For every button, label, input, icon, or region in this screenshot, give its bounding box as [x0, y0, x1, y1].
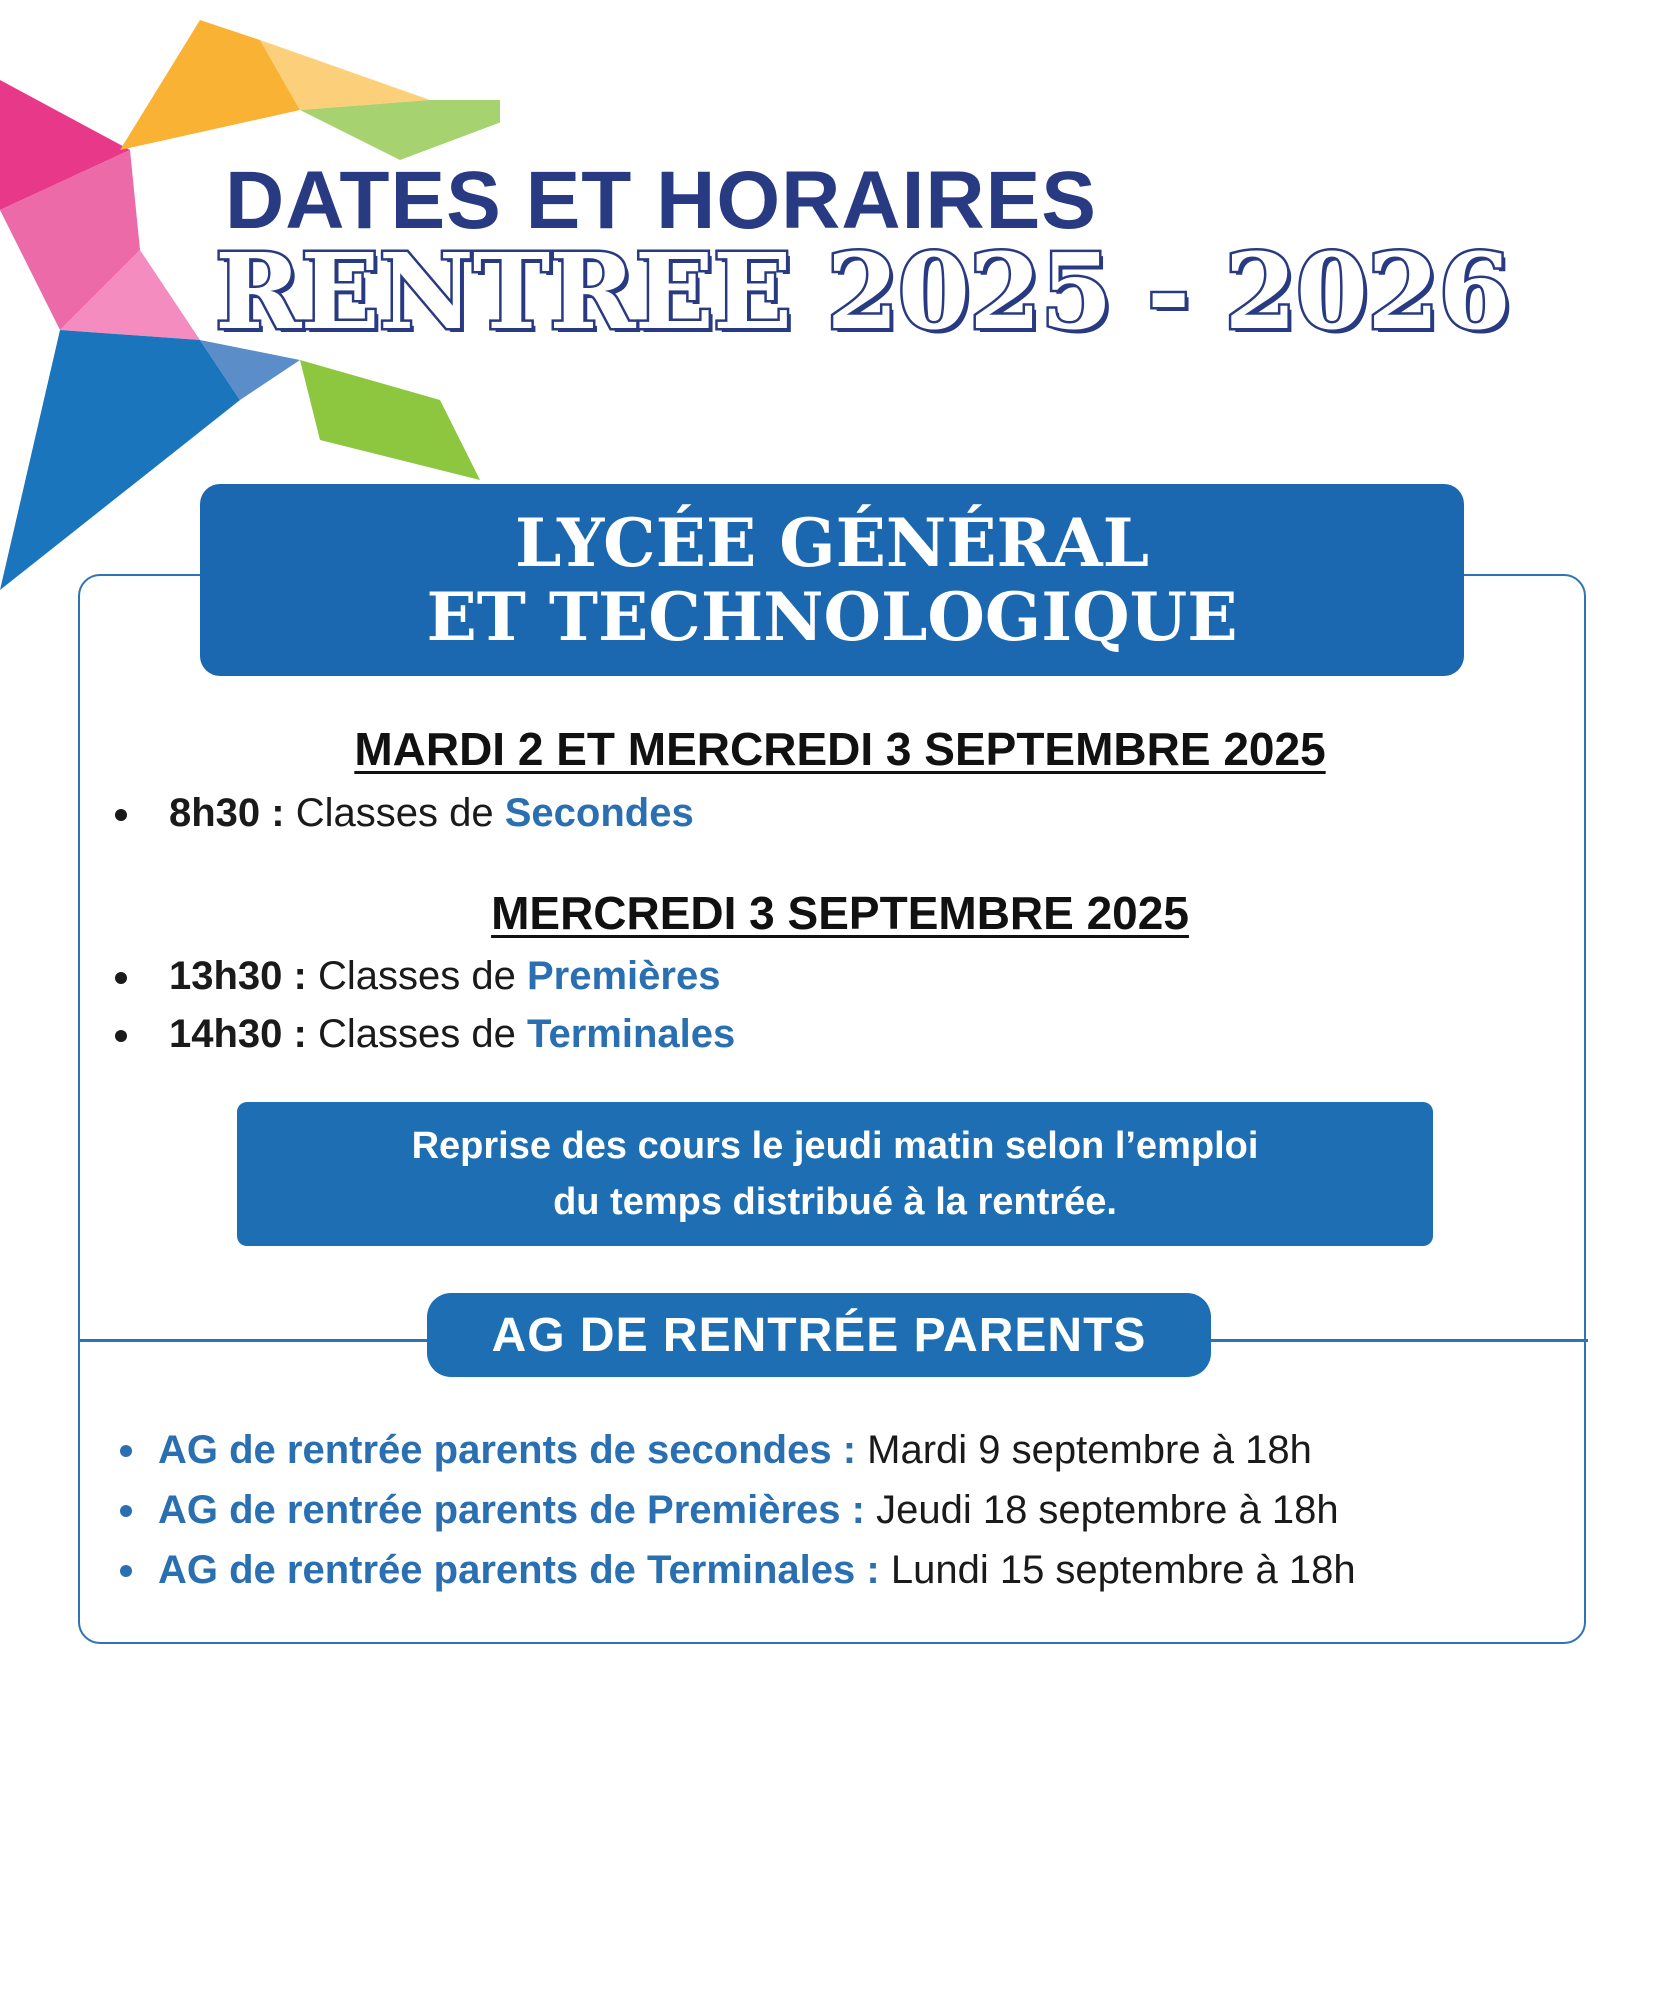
- ag-date: Lundi 15 septembre à 18h: [890, 1548, 1356, 1592]
- page-title: DATES ET HORAIRES: [225, 155, 1097, 246]
- day2-heading: MERCREDI 3 SEPTEMBRE 2025: [491, 887, 1189, 939]
- schedule-level: Premières: [526, 954, 721, 998]
- list-item: [120, 1480, 1356, 1540]
- lycee-banner: [200, 484, 1464, 676]
- ag-list: [120, 1420, 1356, 1600]
- schedule-text: Classes de: [295, 791, 494, 835]
- list-item: [120, 1420, 1356, 1480]
- day1-heading: MARDI 2 ET MERCREDI 3 SEPTEMBRE 2025: [354, 723, 1326, 775]
- ag-label: AG de rentrée parents de Premières :: [158, 1488, 865, 1532]
- schedule-time: 8h30 :: [169, 791, 285, 835]
- list-item: [120, 1540, 1356, 1600]
- schedule-time: 13h30 :: [169, 954, 307, 998]
- schedule-level: Terminales: [526, 1012, 736, 1056]
- lycee-banner-line1: LYCÉE GÉNÉRAL: [514, 504, 1150, 582]
- list-item: [115, 784, 694, 842]
- schedule-text: Classes de: [317, 1012, 516, 1056]
- ag-section-title: AG DE RENTRÉE PARENTS: [427, 1293, 1211, 1377]
- lycee-banner-line2: ET TECHNOLOGIQUE: [426, 578, 1238, 656]
- ag-date: Jeudi 18 septembre à 18h: [876, 1488, 1339, 1532]
- schedule-text: Classes de: [317, 954, 516, 998]
- page-subtitle: RENTREE 2025 - 2026: [215, 230, 1510, 353]
- reprise-notice: [237, 1102, 1433, 1246]
- list-item: [115, 1005, 735, 1063]
- schedule-time: 14h30 :: [169, 1012, 307, 1056]
- ag-date: Mardi 9 septembre à 18h: [867, 1428, 1312, 1472]
- schedule-level: Secondes: [504, 791, 694, 835]
- list-item: [115, 947, 735, 1005]
- reprise-line2: du temps distribué à la rentrée.: [553, 1181, 1117, 1223]
- reprise-line1: Reprise des cours le jeudi matin selon l’emploi: [411, 1125, 1259, 1167]
- ag-label: AG de rentrée parents de secondes :: [158, 1428, 857, 1472]
- day1-schedule: [115, 784, 694, 842]
- day2-schedule: [115, 947, 735, 1063]
- ag-label: AG de rentrée parents de Terminales :: [158, 1548, 880, 1592]
